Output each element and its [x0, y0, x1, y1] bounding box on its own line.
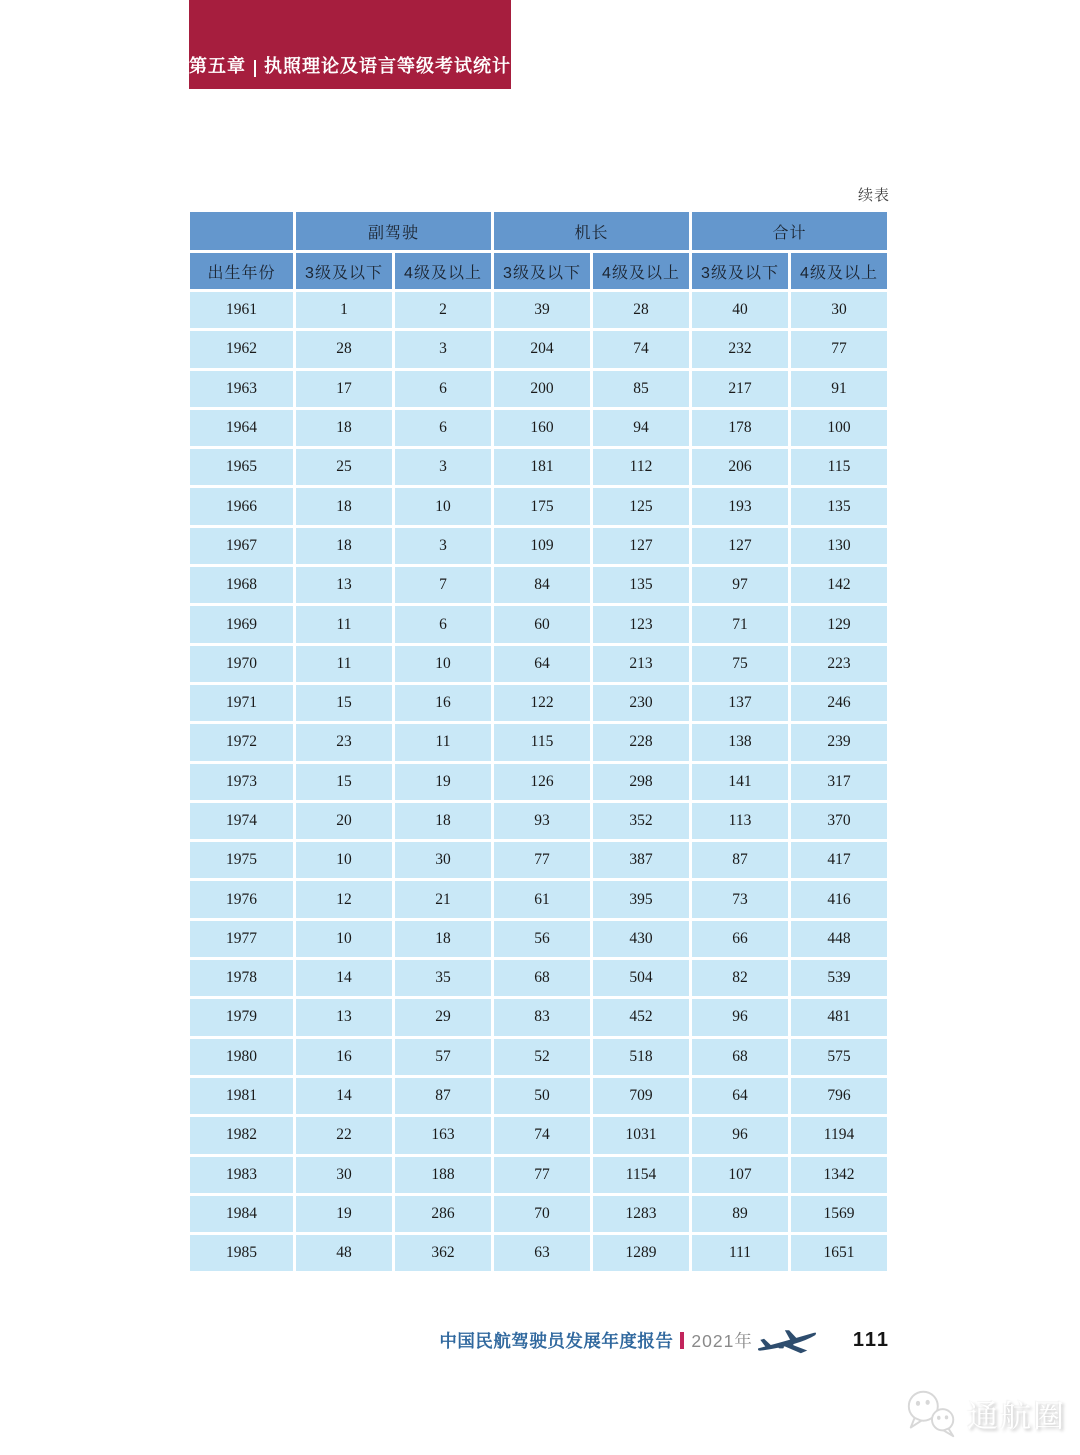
value-cell: 130 — [791, 528, 887, 564]
value-cell: 11 — [395, 724, 491, 760]
value-cell: 11 — [296, 606, 392, 642]
value-cell: 25 — [296, 449, 392, 485]
table-row — [190, 528, 887, 564]
value-cell: 18 — [296, 410, 392, 446]
value-cell: 71 — [692, 606, 788, 642]
year-cell: 1963 — [190, 371, 293, 407]
value-cell: 204 — [494, 331, 590, 367]
value-cell: 142 — [791, 567, 887, 603]
year-cell: 1961 — [190, 292, 293, 328]
value-cell: 239 — [791, 724, 887, 760]
value-cell: 83 — [494, 999, 590, 1035]
value-cell: 3 — [395, 528, 491, 564]
table-row — [190, 606, 887, 642]
col-group-captain: 机长 — [494, 212, 689, 250]
value-cell: 30 — [791, 292, 887, 328]
col-group-total: 合计 — [692, 212, 887, 250]
value-cell: 18 — [296, 488, 392, 524]
value-cell: 178 — [692, 410, 788, 446]
value-cell: 19 — [296, 1196, 392, 1232]
year-cell: 1962 — [190, 331, 293, 367]
value-cell: 68 — [692, 1039, 788, 1075]
value-cell: 74 — [593, 331, 689, 367]
value-cell: 13 — [296, 999, 392, 1035]
value-cell: 19 — [395, 764, 491, 800]
exam-stats-table-wrap — [187, 209, 890, 1274]
value-cell: 113 — [692, 803, 788, 839]
value-cell: 181 — [494, 449, 590, 485]
year-cell: 1971 — [190, 685, 293, 721]
value-cell: 193 — [692, 488, 788, 524]
year-cell: 1977 — [190, 921, 293, 957]
value-cell: 107 — [692, 1157, 788, 1193]
value-cell: 175 — [494, 488, 590, 524]
value-cell: 1342 — [791, 1157, 887, 1193]
value-cell: 61 — [494, 881, 590, 917]
year-cell: 1978 — [190, 960, 293, 996]
value-cell: 10 — [296, 842, 392, 878]
value-cell: 395 — [593, 881, 689, 917]
value-cell: 298 — [593, 764, 689, 800]
value-cell: 1569 — [791, 1196, 887, 1232]
footer-divider — [680, 1332, 684, 1349]
value-cell: 2 — [395, 292, 491, 328]
value-cell: 481 — [791, 999, 887, 1035]
value-cell: 75 — [692, 646, 788, 682]
value-cell: 1289 — [593, 1235, 689, 1271]
value-cell: 77 — [494, 1157, 590, 1193]
value-cell: 11 — [296, 646, 392, 682]
table-row — [190, 999, 887, 1035]
value-cell: 141 — [692, 764, 788, 800]
report-title: 中国民航驾驶员发展年度报告 — [439, 1330, 674, 1351]
table-row — [190, 331, 887, 367]
value-cell: 246 — [791, 685, 887, 721]
value-cell: 1194 — [791, 1117, 887, 1153]
value-cell: 370 — [791, 803, 887, 839]
sub-header-level4-above: 4级及以上 — [395, 253, 491, 289]
value-cell: 352 — [593, 803, 689, 839]
value-cell: 77 — [791, 331, 887, 367]
value-cell: 232 — [692, 331, 788, 367]
value-cell: 20 — [296, 803, 392, 839]
value-cell: 35 — [395, 960, 491, 996]
year-cell: 1964 — [190, 410, 293, 446]
value-cell: 74 — [494, 1117, 590, 1153]
value-cell: 10 — [395, 488, 491, 524]
value-cell: 22 — [296, 1117, 392, 1153]
year-cell: 1979 — [190, 999, 293, 1035]
value-cell: 448 — [791, 921, 887, 957]
value-cell: 115 — [791, 449, 887, 485]
table-row — [190, 724, 887, 760]
table-row — [190, 1078, 887, 1114]
value-cell: 93 — [494, 803, 590, 839]
value-cell: 213 — [593, 646, 689, 682]
value-cell: 73 — [692, 881, 788, 917]
value-cell: 100 — [791, 410, 887, 446]
value-cell: 94 — [593, 410, 689, 446]
value-cell: 48 — [296, 1235, 392, 1271]
value-cell: 115 — [494, 724, 590, 760]
value-cell: 30 — [395, 842, 491, 878]
value-cell: 228 — [593, 724, 689, 760]
value-cell: 15 — [296, 764, 392, 800]
value-cell: 3 — [395, 449, 491, 485]
value-cell: 14 — [296, 1078, 392, 1114]
value-cell: 3 — [395, 331, 491, 367]
watermark-text: 通航圈 — [967, 1398, 1066, 1434]
value-cell: 10 — [296, 921, 392, 957]
value-cell: 122 — [494, 685, 590, 721]
sub-header-level3-below: 3级及以下 — [494, 253, 590, 289]
corner-cell — [190, 212, 293, 250]
value-cell: 14 — [296, 960, 392, 996]
value-cell: 50 — [494, 1078, 590, 1114]
value-cell: 13 — [296, 567, 392, 603]
value-cell: 82 — [692, 960, 788, 996]
value-cell: 539 — [791, 960, 887, 996]
table-row — [190, 488, 887, 524]
year-cell: 1982 — [190, 1117, 293, 1153]
continued-table-label: 续表 — [857, 187, 890, 204]
table-row — [190, 881, 887, 917]
value-cell: 7 — [395, 567, 491, 603]
value-cell: 504 — [593, 960, 689, 996]
value-cell: 137 — [692, 685, 788, 721]
value-cell: 518 — [593, 1039, 689, 1075]
value-cell: 387 — [593, 842, 689, 878]
year-cell: 1968 — [190, 567, 293, 603]
value-cell: 796 — [791, 1078, 887, 1114]
value-cell: 230 — [593, 685, 689, 721]
value-cell: 18 — [296, 528, 392, 564]
table-group-header-row — [190, 212, 887, 250]
sub-header-level3-below: 3级及以下 — [692, 253, 788, 289]
value-cell: 18 — [395, 921, 491, 957]
value-cell: 57 — [395, 1039, 491, 1075]
table-row — [190, 1117, 887, 1153]
value-cell: 709 — [593, 1078, 689, 1114]
value-cell: 135 — [593, 567, 689, 603]
table-row — [190, 803, 887, 839]
value-cell: 6 — [395, 606, 491, 642]
airplane-icon — [755, 1324, 819, 1360]
table-row — [190, 1157, 887, 1193]
table-row — [190, 292, 887, 328]
value-cell: 416 — [791, 881, 887, 917]
table-row — [190, 1039, 887, 1075]
table-row — [190, 685, 887, 721]
value-cell: 68 — [494, 960, 590, 996]
value-cell: 163 — [395, 1117, 491, 1153]
exam-stats-table — [187, 209, 890, 1274]
value-cell: 112 — [593, 449, 689, 485]
value-cell: 10 — [395, 646, 491, 682]
value-cell: 188 — [395, 1157, 491, 1193]
value-cell: 125 — [593, 488, 689, 524]
value-cell: 21 — [395, 881, 491, 917]
value-cell: 1154 — [593, 1157, 689, 1193]
table-row — [190, 410, 887, 446]
chapter-number: 第五章 — [189, 56, 246, 76]
banner-divider — [254, 60, 256, 77]
table-sub-header-row — [190, 253, 887, 289]
year-cell: 1970 — [190, 646, 293, 682]
year-cell: 1974 — [190, 803, 293, 839]
table-row — [190, 1196, 887, 1232]
value-cell: 138 — [692, 724, 788, 760]
value-cell: 15 — [296, 685, 392, 721]
value-cell: 362 — [395, 1235, 491, 1271]
value-cell: 87 — [692, 842, 788, 878]
value-cell: 452 — [593, 999, 689, 1035]
value-cell: 206 — [692, 449, 788, 485]
value-cell: 1283 — [593, 1196, 689, 1232]
year-cell: 1967 — [190, 528, 293, 564]
value-cell: 317 — [791, 764, 887, 800]
year-cell: 1976 — [190, 881, 293, 917]
value-cell: 126 — [494, 764, 590, 800]
value-cell: 87 — [395, 1078, 491, 1114]
value-cell: 29 — [395, 999, 491, 1035]
year-cell: 1980 — [190, 1039, 293, 1075]
value-cell: 91 — [791, 371, 887, 407]
year-cell: 1975 — [190, 842, 293, 878]
value-cell: 97 — [692, 567, 788, 603]
table-row — [190, 764, 887, 800]
value-cell: 77 — [494, 842, 590, 878]
table-row — [190, 449, 887, 485]
year-cell: 1981 — [190, 1078, 293, 1114]
value-cell: 39 — [494, 292, 590, 328]
value-cell: 63 — [494, 1235, 590, 1271]
value-cell: 6 — [395, 410, 491, 446]
page-number: 111 — [852, 1328, 890, 1351]
table-row — [190, 960, 887, 996]
value-cell: 1 — [296, 292, 392, 328]
value-cell: 12 — [296, 881, 392, 917]
value-cell: 64 — [494, 646, 590, 682]
value-cell: 60 — [494, 606, 590, 642]
value-cell: 28 — [296, 331, 392, 367]
year-cell: 1972 — [190, 724, 293, 760]
table-row — [190, 371, 887, 407]
value-cell: 96 — [692, 999, 788, 1035]
chapter-banner — [189, 0, 511, 89]
table-row — [190, 921, 887, 957]
value-cell: 430 — [593, 921, 689, 957]
value-cell: 96 — [692, 1117, 788, 1153]
value-cell: 127 — [692, 528, 788, 564]
col-group-copilot: 副驾驶 — [296, 212, 491, 250]
row-header-birth-year: 出生年份 — [190, 253, 293, 289]
report-year: 2021年 — [691, 1330, 753, 1351]
table-row — [190, 1235, 887, 1271]
value-cell: 160 — [494, 410, 590, 446]
value-cell: 16 — [395, 685, 491, 721]
value-cell: 85 — [593, 371, 689, 407]
value-cell: 89 — [692, 1196, 788, 1232]
year-cell: 1984 — [190, 1196, 293, 1232]
year-cell: 1983 — [190, 1157, 293, 1193]
sub-header-level3-below: 3级及以下 — [296, 253, 392, 289]
value-cell: 70 — [494, 1196, 590, 1232]
sub-header-level4-above: 4级及以上 — [791, 253, 887, 289]
table-row — [190, 567, 887, 603]
value-cell: 109 — [494, 528, 590, 564]
value-cell: 286 — [395, 1196, 491, 1232]
wechat-bubbles-icon — [903, 1387, 961, 1439]
value-cell: 64 — [692, 1078, 788, 1114]
year-cell: 1965 — [190, 449, 293, 485]
value-cell: 111 — [692, 1235, 788, 1271]
value-cell: 127 — [593, 528, 689, 564]
table-body — [190, 292, 887, 1271]
value-cell: 200 — [494, 371, 590, 407]
value-cell: 129 — [791, 606, 887, 642]
value-cell: 56 — [494, 921, 590, 957]
value-cell: 40 — [692, 292, 788, 328]
value-cell: 28 — [593, 292, 689, 328]
value-cell: 23 — [296, 724, 392, 760]
chapter-title: 执照理论及语言等级考试统计 — [264, 56, 511, 76]
year-cell: 1966 — [190, 488, 293, 524]
value-cell: 6 — [395, 371, 491, 407]
value-cell: 30 — [296, 1157, 392, 1193]
value-cell: 84 — [494, 567, 590, 603]
watermark — [903, 1387, 1066, 1439]
value-cell: 135 — [791, 488, 887, 524]
sub-header-level4-above: 4级及以上 — [593, 253, 689, 289]
value-cell: 217 — [692, 371, 788, 407]
value-cell: 52 — [494, 1039, 590, 1075]
value-cell: 223 — [791, 646, 887, 682]
value-cell: 1031 — [593, 1117, 689, 1153]
year-cell: 1973 — [190, 764, 293, 800]
value-cell: 575 — [791, 1039, 887, 1075]
value-cell: 417 — [791, 842, 887, 878]
value-cell: 66 — [692, 921, 788, 957]
year-cell: 1969 — [190, 606, 293, 642]
value-cell: 123 — [593, 606, 689, 642]
value-cell: 17 — [296, 371, 392, 407]
year-cell: 1985 — [190, 1235, 293, 1271]
value-cell: 1651 — [791, 1235, 887, 1271]
value-cell: 16 — [296, 1039, 392, 1075]
table-row — [190, 842, 887, 878]
value-cell: 18 — [395, 803, 491, 839]
page-footer — [190, 1322, 890, 1358]
table-row — [190, 646, 887, 682]
